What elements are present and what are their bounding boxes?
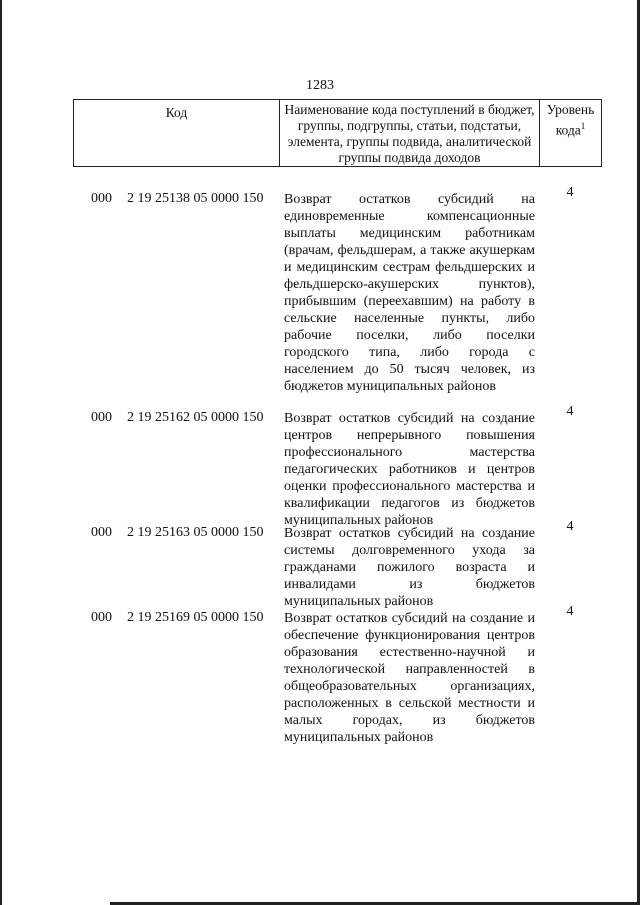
header-level-label: Уровень кода <box>546 102 595 138</box>
admin-code: 000 <box>91 191 112 206</box>
header-code: Код <box>165 105 188 120</box>
scan-border-left <box>0 0 2 905</box>
code-level: 4 <box>566 404 574 419</box>
revenue-code: 2 19 25169 05 0000 150 <box>127 610 264 625</box>
code-level: 4 <box>566 604 574 619</box>
revenue-name: Возврат остатков субсидий на единовременные компенсационные выплаты медицинским работникам (врачам, фельдшерам, а также акушеркам и медицинским сестрам фельдшерских и фельдшерско-акушерских пунктов), прибывшим (переехавшим) на работу в сельские населенные пункты, либо рабочие поселки, либо поселки городского типа, либо города с населением до 50 тысяч человек, из бюджетов муниципальных районов <box>284 192 535 394</box>
admin-code: 000 <box>91 525 112 540</box>
revenue-name: Возврат остатков субсидий на создание системы долговременного ухода за гражданами пожилого возраста и инвалидами из бюджетов муниципальных районов <box>284 526 535 609</box>
admin-code: 000 <box>91 610 112 625</box>
revenue-name: Возврат остатков субсидий на создание центров непрерывного повышения профессионального мастерства педагогических работников и центров оценки профессионального мастерства и квалификации педагогов из бюджетов муниципальных районов <box>284 411 535 528</box>
revenue-code: 2 19 25138 05 0000 150 <box>127 191 264 206</box>
page-number: 1283 <box>306 78 334 93</box>
table-header <box>73 99 602 167</box>
header-name: Наименование кода поступлений в бюджет, группы, подгруппы, статьи, подстатьи, элемента, группы подвида, аналитической группы подвида доходов <box>279 100 539 166</box>
revenue-code: 2 19 25163 05 0000 150 <box>127 525 264 540</box>
header-level <box>539 100 601 166</box>
admin-code: 000 <box>91 410 112 425</box>
code-level: 4 <box>566 185 574 200</box>
footnote-marker: 1 <box>580 121 586 131</box>
code-level: 4 <box>566 519 574 534</box>
revenue-name: Возврат остатков субсидий на создание и обеспечение функционирования центров образования естественно-научной и технологической направленностей в общеобразовательных организациях, расположенных в сельской местности и малых городах, из бюджетов муниципальных районов <box>284 611 535 745</box>
revenue-code: 2 19 25162 05 0000 150 <box>127 410 264 425</box>
